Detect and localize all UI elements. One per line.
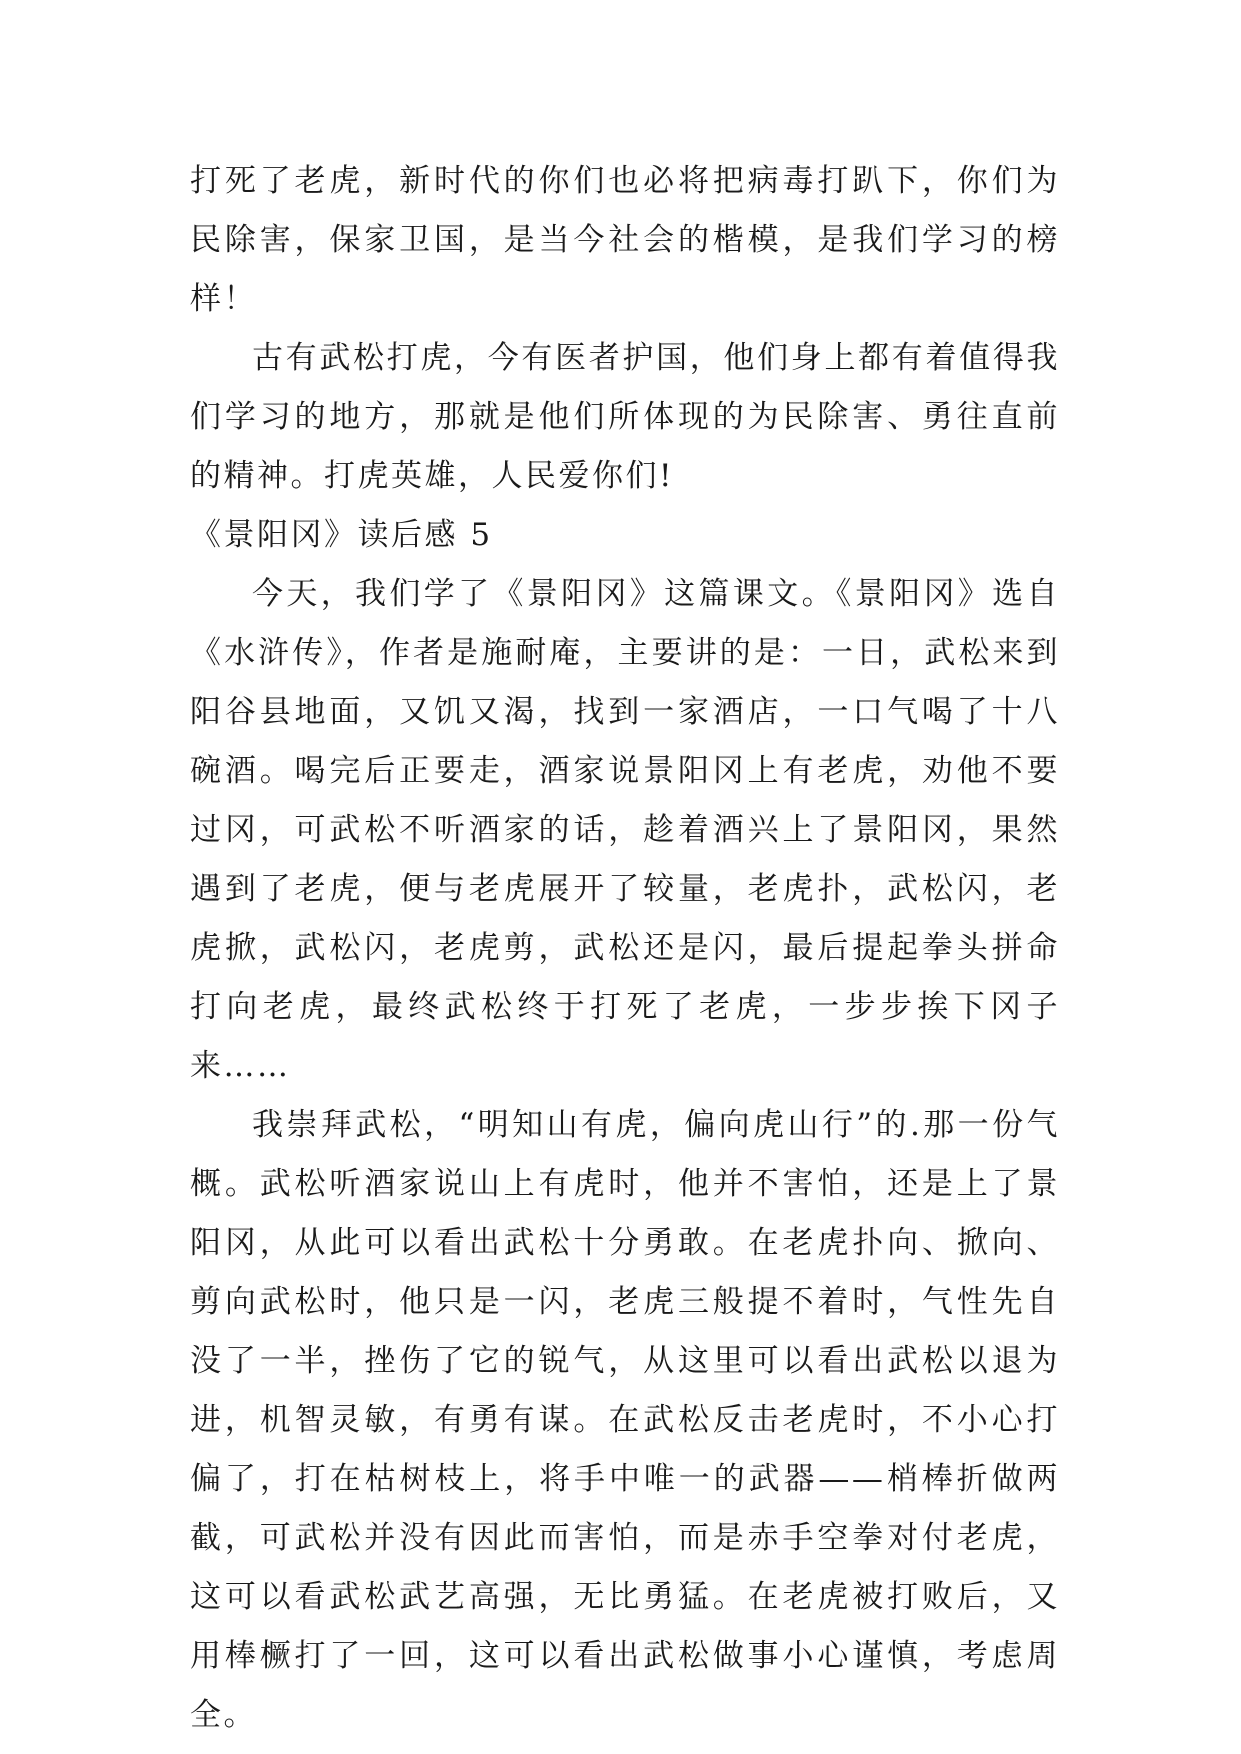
section-heading: 《景阳冈》读后感 5 <box>190 517 493 553</box>
paragraph-praise: 古有武松打虎，今有医者护国，他们身上都有着值得我们学习的地方，那就是他们所体现的为民除害、勇往直前的精神。打虎英雄，人民爱你们! <box>190 340 1060 494</box>
paragraph-continued: 打死了老虎，新时代的你们也必将把病毒打趴下，你们为民除害，保家卫国，是当今社会的楷模，是我们学习的榜样！ <box>190 163 1060 317</box>
document-body <box>190 152 1060 1745</box>
paragraph-reflection: 我崇拜武松，“明知山有虎，偏向虎山行”的.那一份气概。武松听酒家说山上有虎时，他并不害怕，还是上了景阳冈，从此可以看出武松十分勇敢。在老虎扑向、掀向、剪向武松时，他只是一闪，老虎三般提不着时，气性先自没了一半，挫伤了它的锐气，从这里可以看出武松以退为进，机智灵敏，有勇有谋。在武松反击老虎时，不小心打偏了，打在枯树枝上，将手中唯一的武器——梢棒折做两截，可武松并没有因此而害怕，而是赤手空拳对付老虎，这可以看武松武艺高强，无比勇猛。在老虎被打败后，又用棒橛打了一回，这可以看出武松做事小心谨慎，考虑周全。 <box>190 1107 1060 1733</box>
paragraph-summary: 今天，我们学了《景阳冈》这篇课文。《景阳冈》选自《水浒传》，作者是施耐庵，主要讲的是：一日，武松来到阳谷县地面，又饥又渴，找到一家酒店，一口气喝了十八碗酒。喝完后正要走，酒家说景阳冈上有老虎，劝他不要过冈，可武松不听酒家的话，趁着酒兴上了景阳冈，果然遇到了老虎，便与老虎展开了较量，老虎扑，武松闪，老虎掀，武松闪，老虎剪，武松还是闪，最后提起拳头拼命打向老虎，最终武松终于打死了老虎，一步步挨下冈子来…… <box>190 576 1060 1084</box>
